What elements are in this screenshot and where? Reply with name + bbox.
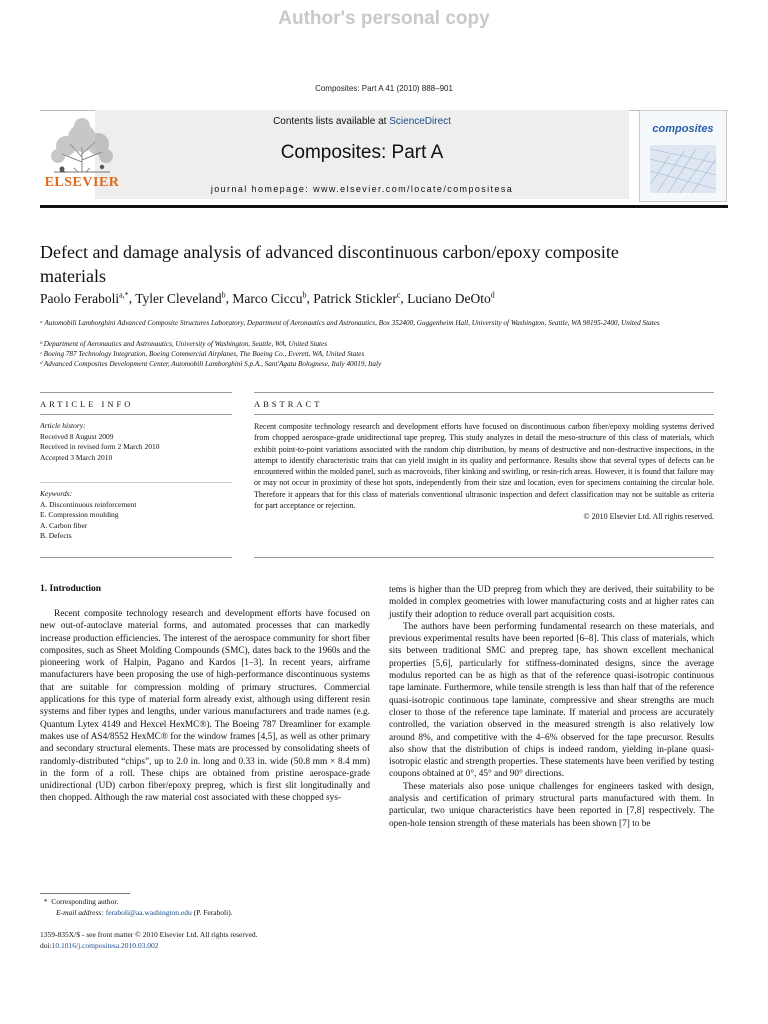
header-bottom-rule: [40, 205, 728, 208]
author-list: Paolo Feraboli$^{a,*}$, Tyler Cleveland$^b$, Marco Ciccu$^b$, Patrick Stickler$^c$, Luciano DeOto$^d$: [40, 290, 495, 306]
abstract-rule: [254, 414, 714, 415]
keyword-item: A. Carbon fiber: [40, 520, 88, 530]
article-info-heading: ARTICLE INFO: [40, 399, 134, 409]
footnote-corresponding: * Corresponding author.: [43, 897, 119, 906]
keywords: [40, 489, 220, 542]
article-info-rule-top: [40, 392, 232, 393]
footnote-rule: [40, 893, 130, 894]
journal-citation: Composites: Part A 41 (2010) 888–901: [315, 84, 453, 93]
abstract-heading: ABSTRACT: [254, 399, 323, 409]
publisher-wordmark: ELSEVIER: [44, 175, 120, 190]
abstract-copyright: © 2010 Elsevier Ltd. All rights reserved.: [583, 512, 714, 522]
paragraph: The authors have been performing fundamental research on these materials, and previous experimental results have been reported [6–8]. This class of materials, which sits between traditional SMC and prepreg tape, has shown excellent mechanical properties [5,6], particularly for stiffness-dominated designs, since the average modulus reported can be as high as that of the reference quasi-isotropic continuous tape laminate. Furthermore, while tensile strength is less than half that of the reference quasi-isotropic continuous tape laminate, compressive and shear strengths are much closer to those of the reference tape laminate. If material and process are accurately controlled, the variation observed in the measured strength is also relatively low around 8%, and competitive with the 4–6% observed for the tape precursor. Results also show that the distribution of chips is indeed random, yielding in-plane quasi-isotropic elastic and strength properties. These statements have been verified by testing coupons obtained at 0°, 45° and 90° directions.: [389, 621, 714, 780]
history-label: Article history:: [40, 421, 86, 430]
author-2: Tyler Cleveland$^b$: [135, 290, 226, 306]
keyword-item: A. Discontinuous reinforcement: [40, 499, 137, 509]
author-1: Paolo Feraboli$^{a,*}$: [40, 290, 129, 306]
affiliation-c: ᶜ Boeing 787 Technology Integration, Boeing Commercial Airplanes, The Boeing Co., Everett, WA, United States: [40, 350, 365, 358]
footnote: [40, 896, 370, 918]
history-revised: Received in revised form 2 March 2010: [40, 442, 160, 451]
footnote-email: E-mail address: feraboli@aa.washington.edu (P. Feraboli).: [56, 908, 233, 917]
abstract-text: [254, 421, 714, 523]
paragraph: Recent composite technology research and development efforts have focused on new out-of-autoclave material forms, and automated processes that can markedly increase production efficiencies. The interest of the aerospace community for short fiber composites, such as Sheet Molding Compounds (SMC), dates back to the 1960s and the pioneering work of Halpin, Pagano and Kardos [1–3]. In recent years, airframe manufacturers have been proposing the use of high-performance discontinuous systems that are suitable for compression molding of primary structures. Commercial applications for this type of material form already exist, although using different resin systems and fiber types and lengths, under various manufacturers and trade names (e.g. Quantum Lytex 4149 and Hexcel HexMC®). The Boeing 787 Dreamliner for example makes use of AS4/8552 HexMC® for the window frames [4,5], as well as other primary and secondary structural elements. These mats are processed by consolidating sheets of randomly-distributed “chips”, up to 2.0 in. long and 0.33 in. wide (50.8 mm × 8.4 mm) in the form of a roll. These chips are obtained from pristine aerospace-grade unidirectional (UD) carbon fiber/epoxy prepreg, which is first slit longitudinally and then chopped. Although the raw material cost associated with these chopped sys-: [40, 609, 370, 804]
doi-line: doi:10.1016/j.compositesa.2010.03.002: [40, 941, 159, 950]
paragraph: These materials also pose unique challenges for engineers tasked with design, analysis and certification of primary structural parts manufactured with them. In particular, two unique characteristics have been reported in [7,8] respectively. The open-hole tension strength of these materials has been shown [7] to be: [389, 781, 714, 829]
affiliation-d: ᵈ Advanced Composites Development Center, Automobili Lamborghini S.p.A., Sant'Agata Bolognese, Italy 40019, Italy: [40, 360, 382, 368]
history-accepted: Accepted 3 March 2010: [40, 452, 113, 462]
abstract-body: Recent composite technology research and development efforts have focused on discontinuous carbon fiber/epoxy molding systems derived from chopped aerospace-grade unidirectional tape prepreg. This study analyzes in detail the meso-structure of this class of materials, which exhibit point-to-point variations associated with the random chip distribution, by means of destructive and non-destructive inspections, in the attempt to identify characteristic traits that can yield insight in its quality and performance. Results show that several types of defects can be encountered within the molded panel, such as macrovoids, fiber kinking and swirling, or resin-rich areas. However, it is found that failure may or may not occur in proximity of these hot spots, independently from their size and location, even for specimens containing the circular hole. Therefore it appears that for this class of materials conventional ultrasonic inspection and defect classification may not be suitable as criteria for part acceptance or rejection.: [254, 422, 714, 511]
section-heading-introduction: 1. Introduction: [40, 584, 102, 594]
issn-line: 1359-835X/$ - see front matter © 2010 Elsevier Ltd. All rights reserved.: [40, 930, 258, 939]
affiliation-b: ᵇ Department of Aeronautics and Astronautics, University of Washington, Seattle, WA, United States: [40, 340, 328, 348]
doi-link[interactable]: 10.1016/j.compositesa.2010.03.002: [51, 941, 159, 950]
journal-homepage[interactable]: journal homepage: www.elsevier.com/locate/compositesa: [210, 184, 514, 194]
author-4: Patrick Stickler$^c$: [313, 290, 401, 306]
article-info-rule: [40, 414, 232, 415]
author-3: Marco Ciccu$^b$: [232, 290, 307, 306]
abstract-rule-bottom: [254, 557, 714, 558]
article-title: Defect and damage analysis of advanced discontinuous carbon/epoxy composite materials: [40, 242, 619, 286]
abstract-rule-top: [254, 392, 714, 393]
front-matter-info: [40, 929, 370, 951]
affiliation-a: ᵃ Automobili Lamborghini Advanced Composite Structures Laboratory, Department of Aeronautics and Astronautics, Box 352400, Guggenheim Hall, University of Washington, Seattle, WA 98195-2400, United States: [40, 319, 660, 327]
author-5: Luciano DeOto$^d$: [407, 290, 495, 306]
journal-cover-thumbnail: [639, 110, 727, 202]
journal-title: Composites: Part A: [280, 142, 444, 163]
right-column: [389, 584, 714, 830]
sciencedirect-link[interactable]: ScienceDirect: [389, 116, 451, 127]
cover-image: [650, 145, 716, 193]
watermark: Author's personal copy: [278, 8, 490, 29]
keywords-label: Keywords:: [40, 489, 73, 498]
article-history: [40, 421, 220, 463]
info-divider: [40, 482, 232, 483]
paragraph: tems is higher than the UD prepreg from which they are derived, their suitability to be molded in complex geometries with lower manufacturing costs and at higher rates can justify their adoption to reduce overall part acquisition costs.: [389, 585, 714, 620]
keyword-item: E. Compression moulding: [40, 510, 119, 519]
cover-title: composites: [652, 123, 714, 135]
contents-prefix: Contents lists available at: [273, 116, 390, 127]
contents-line: [95, 116, 629, 127]
email-link[interactable]: feraboli@aa.washington.edu: [105, 908, 192, 917]
left-column: [40, 608, 370, 805]
info-rule-bottom: [40, 557, 232, 558]
keyword-item: B. Defects: [40, 531, 72, 540]
history-received: Received 8 August 2009: [40, 431, 114, 441]
